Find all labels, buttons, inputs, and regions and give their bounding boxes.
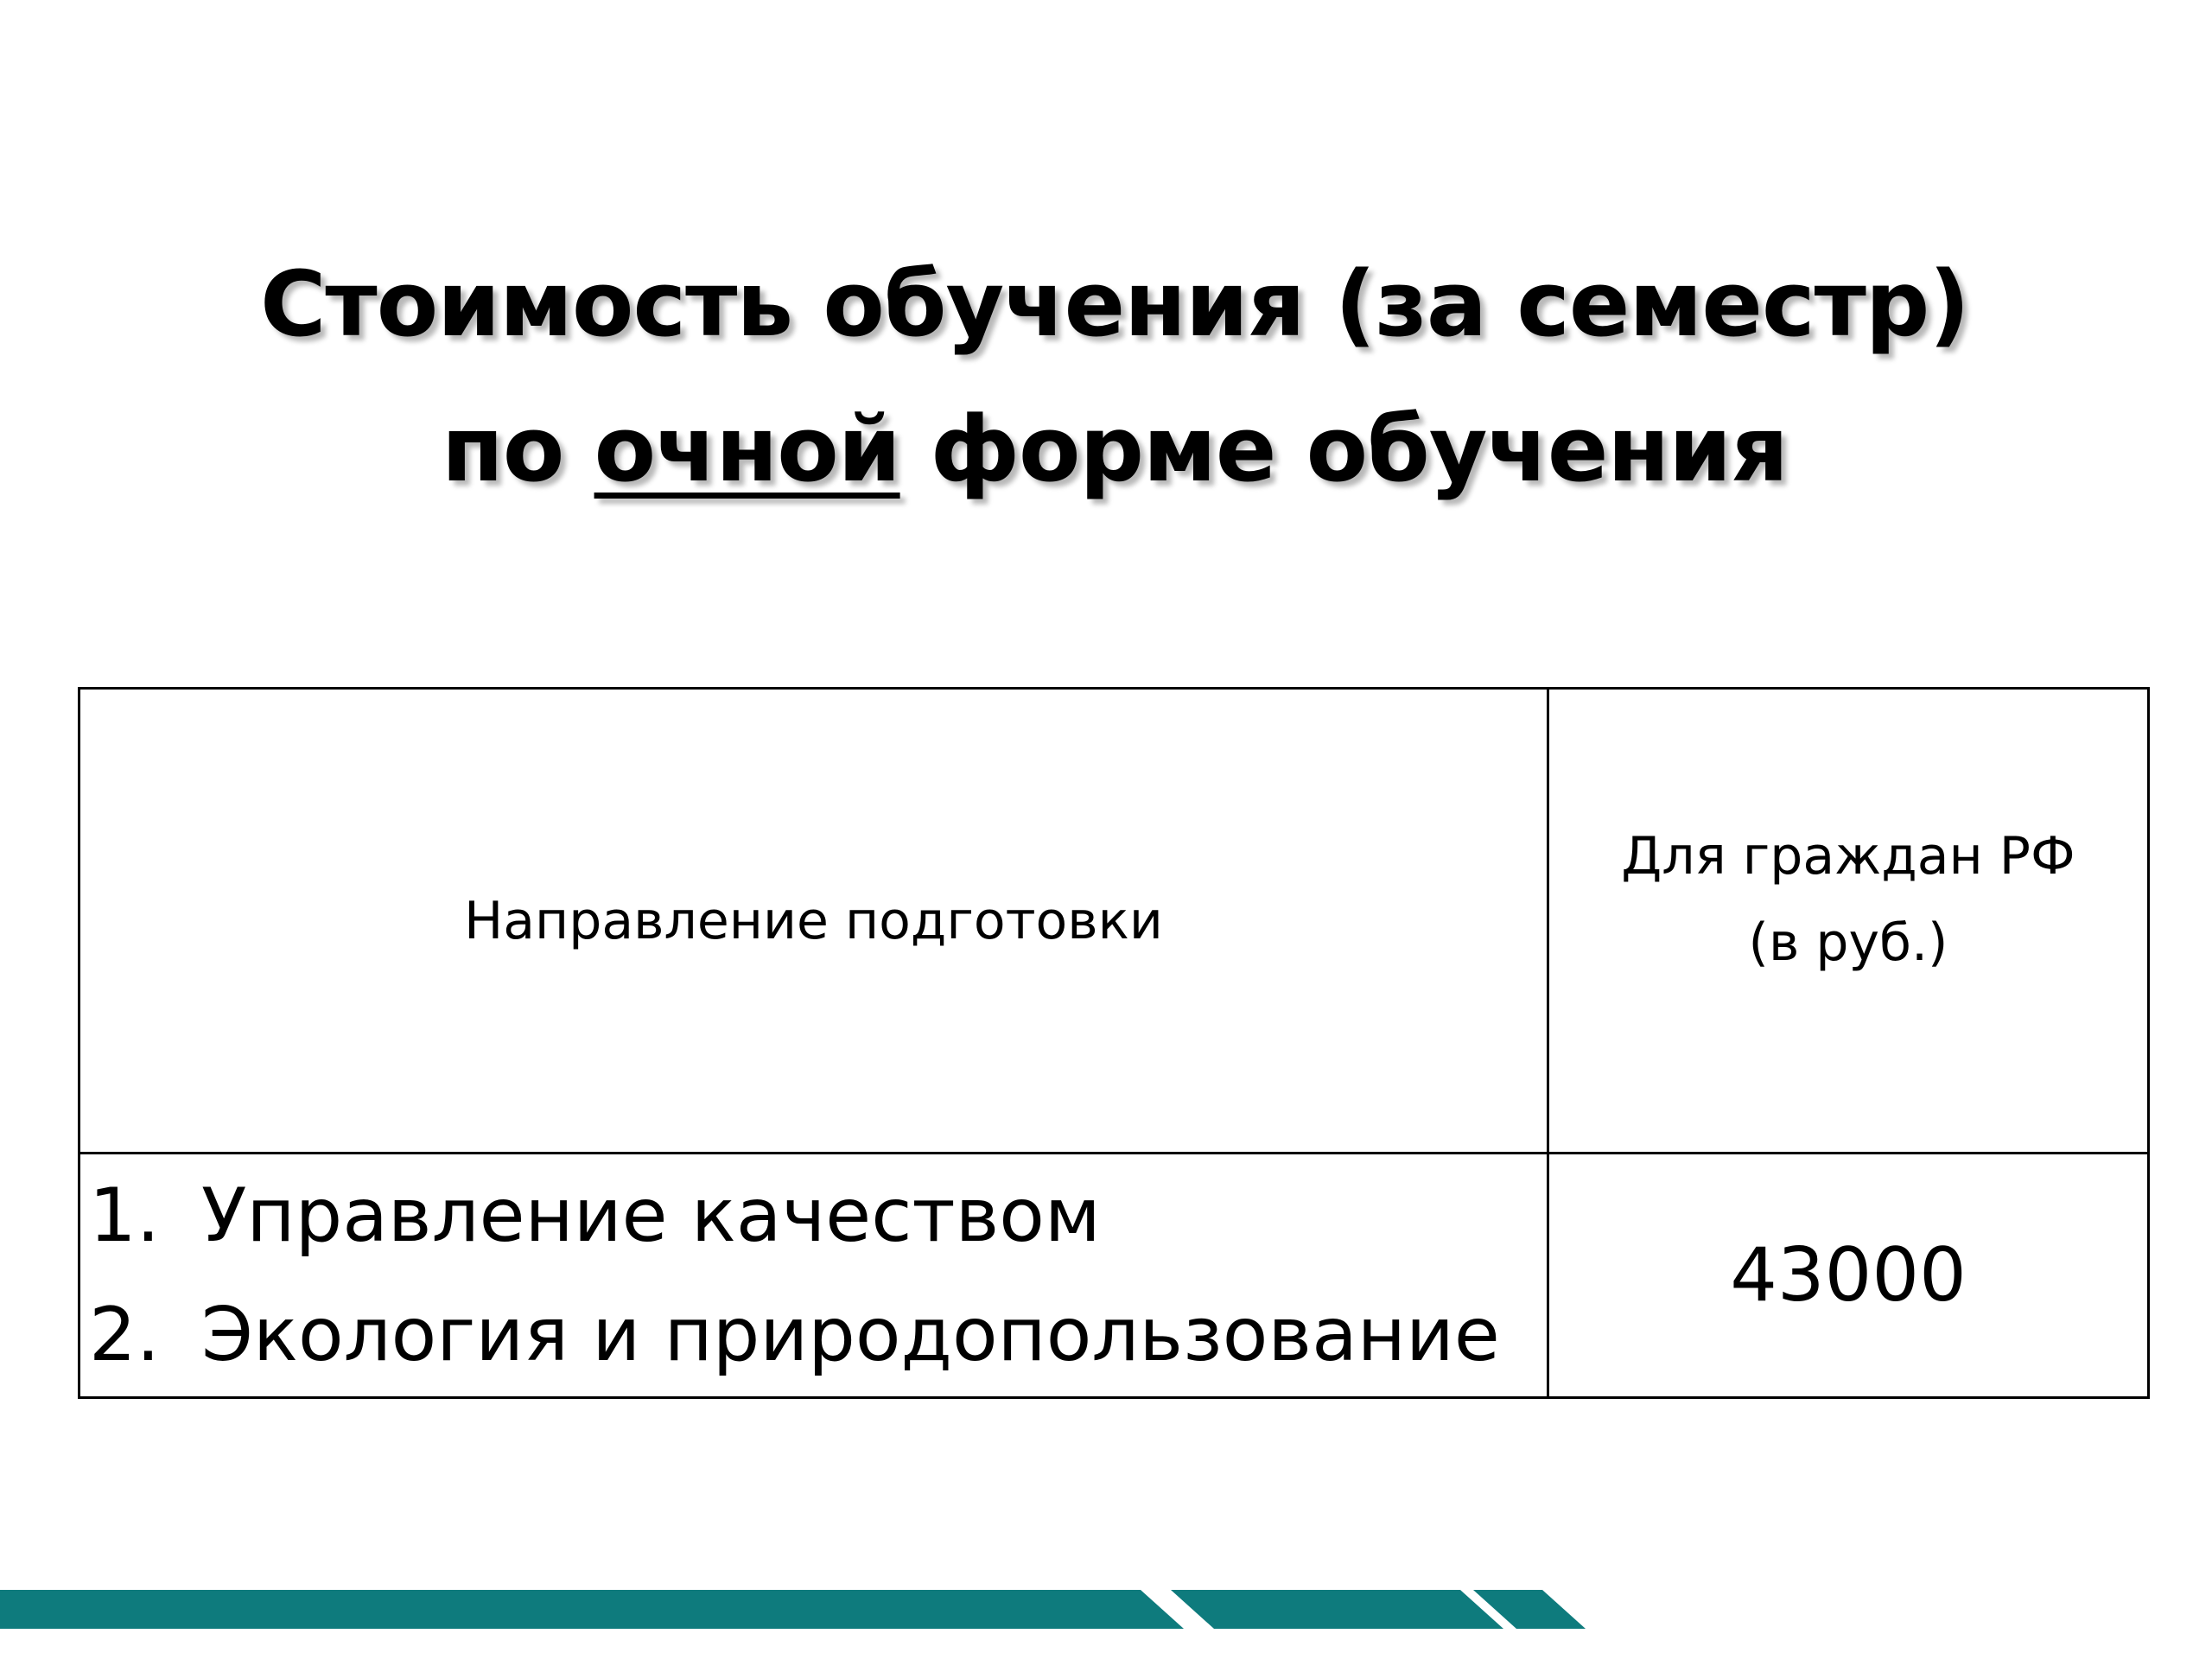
header-price-line-2: (в руб.): [1748, 912, 1948, 973]
title-line-2-prefix: по: [442, 397, 594, 502]
title-line-2: [0, 377, 2212, 522]
list-item: [89, 1156, 1547, 1275]
header-price-line-1: Для граждан РФ: [1621, 825, 2075, 887]
header-direction: Направление подготовки: [79, 689, 1548, 1154]
table-row: [79, 1154, 2149, 1398]
decorative-stripes: [0, 1590, 1599, 1629]
slide-title: [0, 232, 2212, 522]
header-price: [1548, 689, 2149, 1154]
tuition-cost-table: [78, 687, 2150, 1399]
stripe-middle: [1171, 1590, 1503, 1629]
title-emphasis-full-time: очной: [594, 397, 900, 502]
list-item-label: Управление качеством: [201, 1173, 1101, 1259]
price-cell: 43000: [1548, 1154, 2149, 1398]
list-item-number: 2.: [89, 1292, 161, 1378]
list-item-label: Экология и природопользование: [201, 1292, 1500, 1378]
list-item-number: 1.: [89, 1173, 161, 1259]
directions-cell: [79, 1154, 1548, 1398]
title-line-2-suffix: форме обучения: [899, 397, 1788, 502]
list-item: [89, 1275, 1547, 1395]
table-header-row: [79, 689, 2149, 1154]
stripe-long: [0, 1590, 1184, 1629]
directions-list: [80, 1156, 1547, 1395]
title-line-1: Стоимость обучения (за семестр): [260, 251, 1969, 357]
